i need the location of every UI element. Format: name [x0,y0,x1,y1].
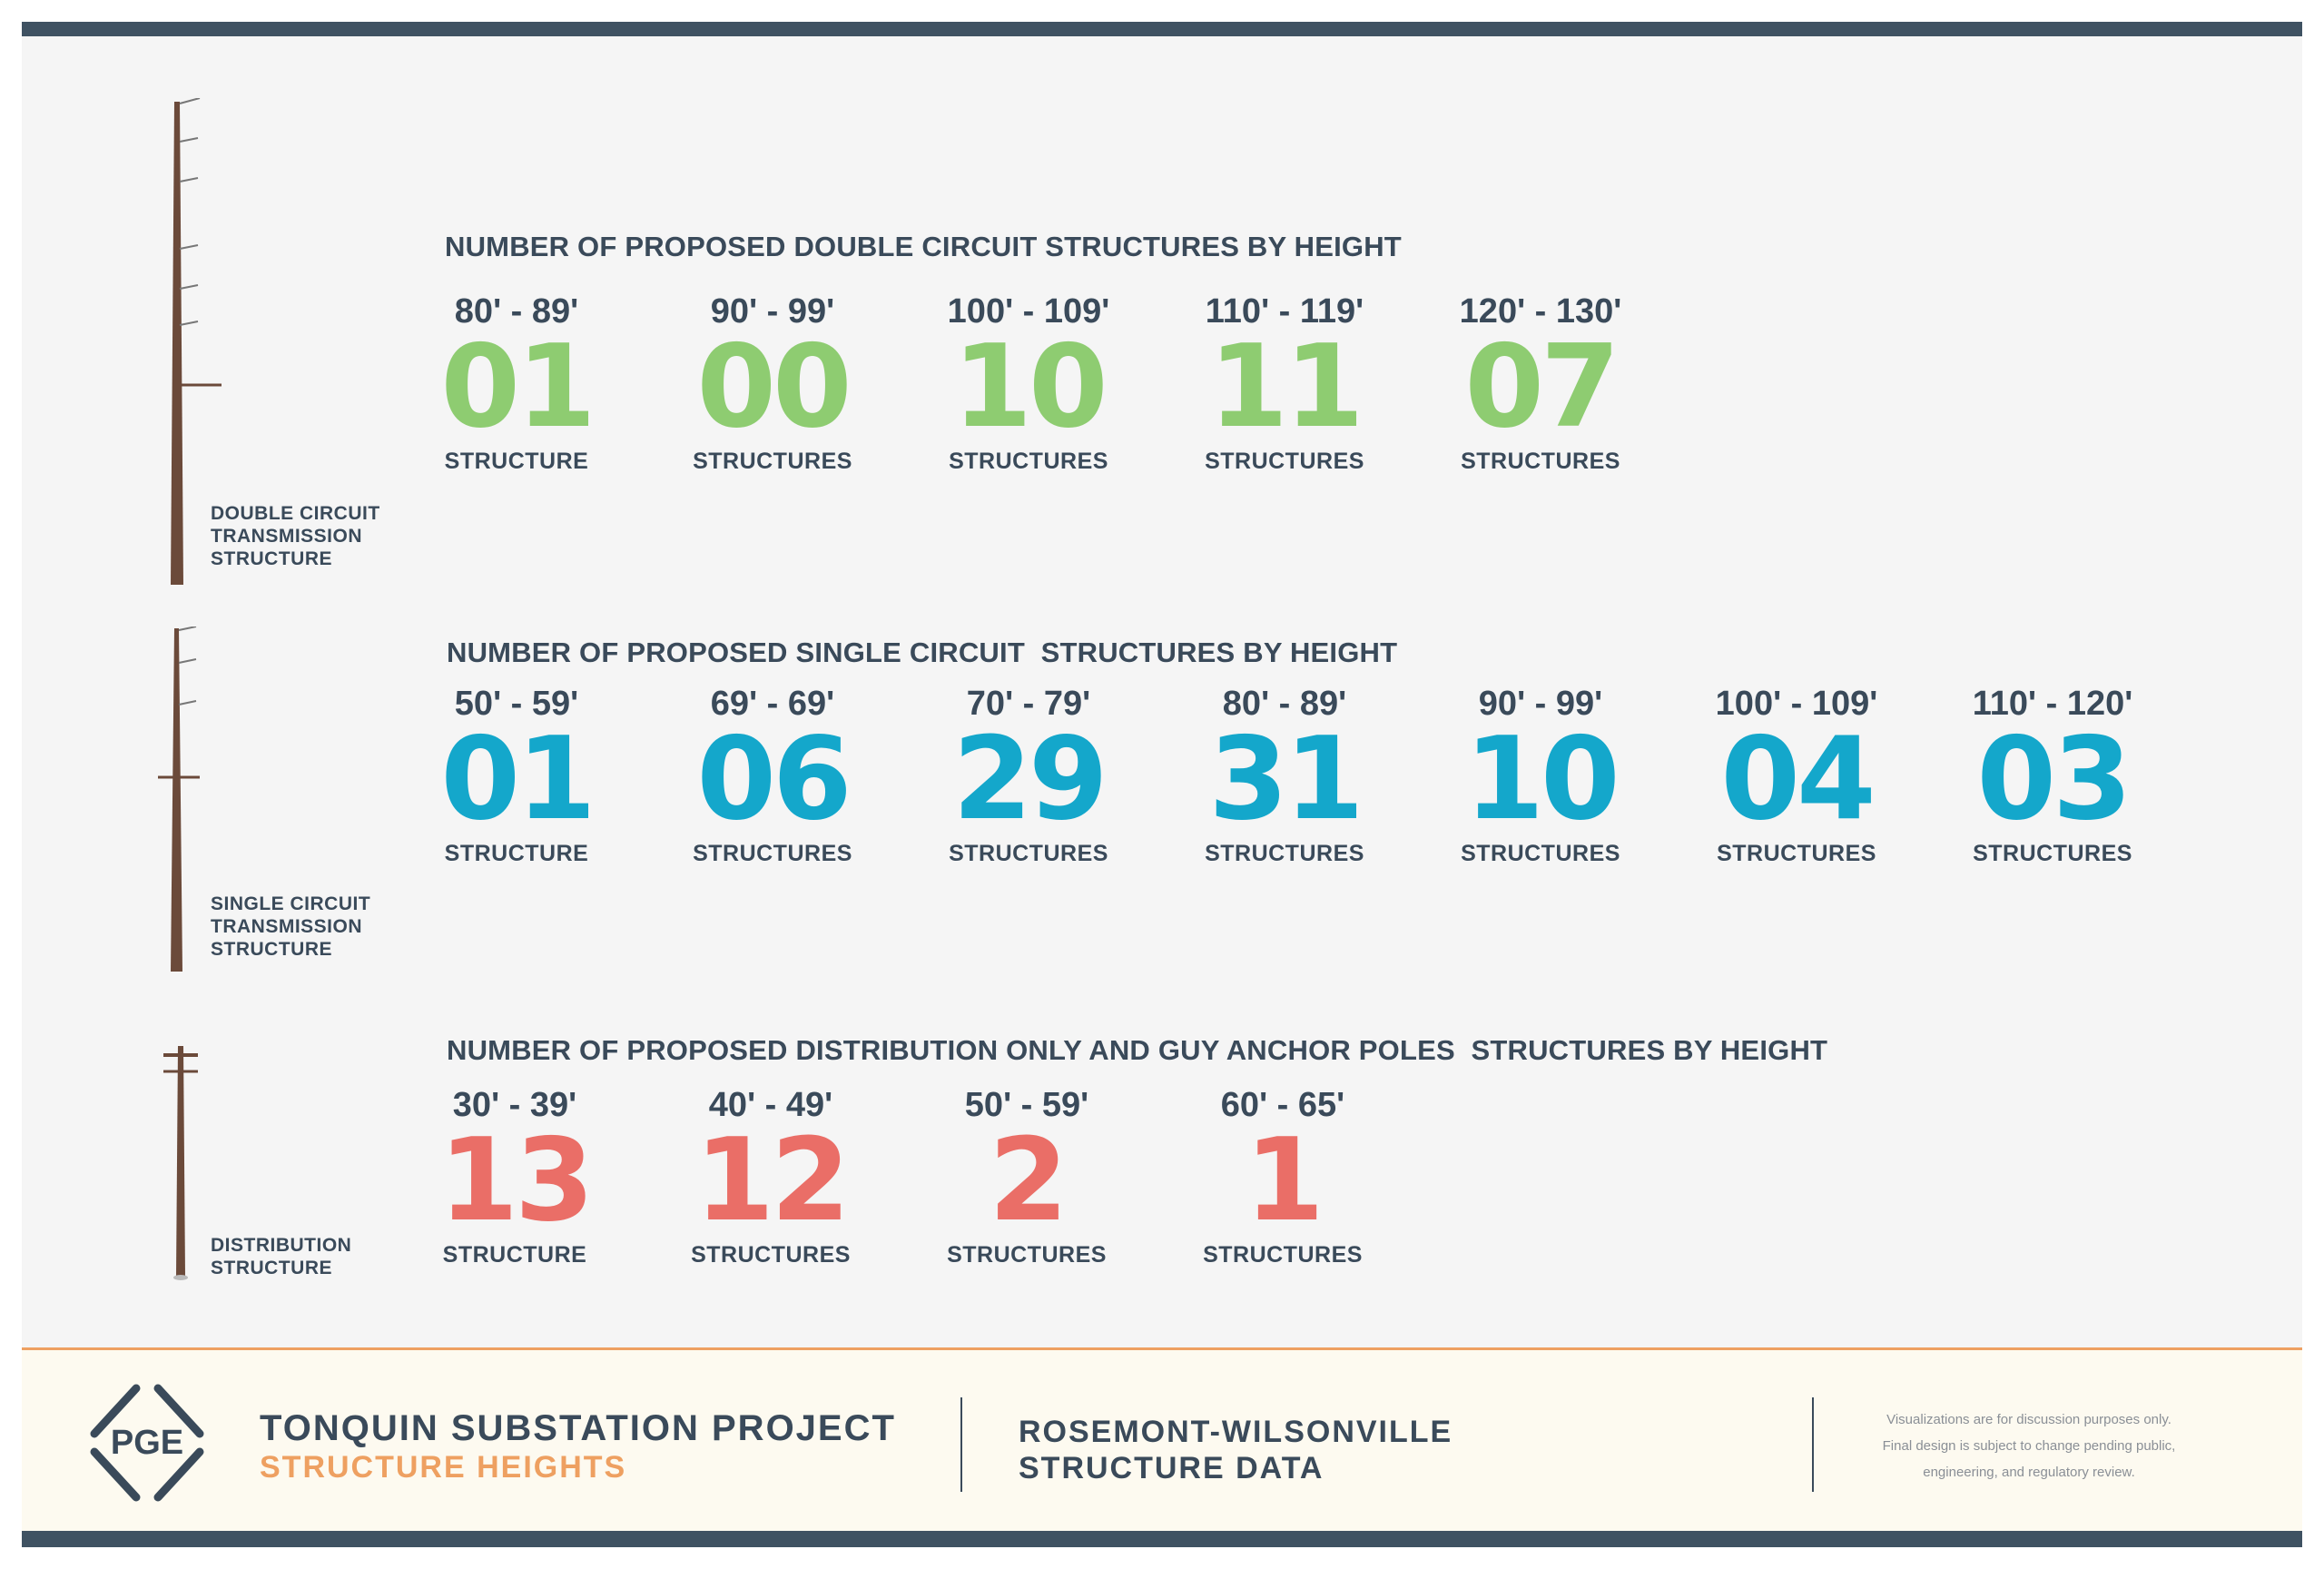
height-range: 60' - 65' [1220,1086,1345,1124]
footer [22,1347,2302,1534]
distribution-count-item [406,1084,624,1268]
single-count-item [1944,683,2162,867]
structure-unit-label: STRUCTURES [1203,1242,1363,1268]
structure-count: 2 [989,1113,1065,1247]
single-count-item [1688,683,1905,867]
project-title: TONQUIN SUBSTATION PROJECT [260,1408,896,1448]
double-count-item [664,291,881,475]
footer-divider-right [1812,1397,1814,1492]
structure-count: 13 [438,1113,591,1247]
double-count-item [1432,291,1649,475]
structure-unit-label: STRUCTURES [1717,841,1876,866]
pge-logo-icon [84,1379,211,1506]
double-circuit-pole-label: DOUBLE CIRCUIT TRANSMISSION STRUCTURE [211,503,380,569]
structure-unit-label: STRUCTURES [1461,841,1620,866]
single-count-item [408,683,625,867]
height-range: 100' - 109' [1715,685,1878,723]
structure-count: 07 [1464,320,1617,453]
double-count-item [1176,291,1393,475]
structure-count: 1 [1245,1113,1321,1247]
structure-unit-label: STRUCTURES [947,1242,1107,1268]
height-range: 69' - 69' [710,685,835,723]
structure-count: 11 [1208,320,1361,453]
double-count-item [920,291,1137,475]
structure-unit-label: STRUCTURES [693,841,852,866]
height-range: 110' - 120' [1972,685,2133,723]
structure-count: 03 [1976,712,2129,845]
double-count-item [408,291,625,475]
project-subtitle: STRUCTURE HEIGHTS [260,1450,627,1485]
distribution-pole-icon [160,1044,205,1282]
structure-count: 31 [1208,712,1361,845]
height-range: 120' - 130' [1459,292,1622,331]
height-range: 90' - 99' [1478,685,1603,723]
structure-unit-label: STRUCTURES [1205,841,1364,866]
distribution-title: NUMBER OF PROPOSED DISTRIBUTION ONLY AND GUY ANCHOR POLES STRUCTURES BY HEIGHT [447,1034,1828,1066]
structure-unit-label: STRUCTURES [691,1242,851,1268]
structure-count: 10 [1464,712,1617,845]
height-range: 110' - 119' [1205,292,1364,331]
structure-count: 00 [696,320,849,453]
data-title: ROSEMONT-WILSONVILLE STRUCTURE DATA [1019,1415,1453,1485]
height-range: 30' - 39' [452,1086,577,1124]
height-range: 50' - 59' [454,685,579,723]
disclaimer: Visualizations are for discussion purposes only. Final design is subject to change pending public, engineering, and regulatory review. [1882,1412,2176,1480]
structure-unit-label: STRUCTURE [444,841,589,866]
single-circuit-title: NUMBER OF PROPOSED SINGLE CIRCUIT STRUCTURES BY HEIGHT [447,636,1398,668]
height-range: 80' - 89' [454,292,579,331]
height-range: 40' - 49' [708,1086,833,1124]
height-range: 50' - 59' [964,1086,1089,1124]
height-range: 80' - 89' [1222,685,1347,723]
structure-unit-label: STRUCTURES [949,449,1108,474]
top-bar [22,22,2302,36]
structure-count: 01 [440,712,593,845]
structure-unit-label: STRUCTURES [1973,841,2132,866]
structure-unit-label: STRUCTURE [444,449,589,474]
double-circuit-title: NUMBER OF PROPOSED DOUBLE CIRCUIT STRUCTURES BY HEIGHT [445,231,1402,262]
height-range: 70' - 79' [966,685,1091,723]
structure-count: 12 [694,1113,847,1247]
structure-unit-label: STRUCTURES [1461,449,1620,474]
height-range: 90' - 99' [710,292,835,331]
bottom-bar [22,1531,2302,1547]
structure-count: 10 [952,320,1105,453]
footer-divider [960,1397,962,1492]
svg-text:PGE: PGE [110,1424,184,1462]
single-count-item [1432,683,1649,867]
distribution-count-item [1174,1084,1392,1268]
structure-count: 04 [1720,712,1873,845]
structure-unit-label: STRUCTURES [949,841,1108,866]
structure-count: 29 [952,712,1105,845]
single-count-item [664,683,881,867]
structure-unit-label: STRUCTURE [442,1242,587,1268]
structure-count: 06 [696,712,849,845]
distribution-count-item [662,1084,880,1268]
height-range: 100' - 109' [947,292,1110,331]
structure-count: 01 [440,320,593,453]
single-count-item [920,683,1137,867]
distribution-pole-label: DISTRIBUTION STRUCTURE [211,1235,352,1278]
distribution-count-item [918,1084,1136,1268]
single-count-item [1176,683,1393,867]
structure-unit-label: STRUCTURES [693,449,852,474]
single-circuit-pole-label: SINGLE CIRCUIT TRANSMISSION STRUCTURE [211,893,371,960]
structure-unit-label: STRUCTURES [1205,449,1364,474]
